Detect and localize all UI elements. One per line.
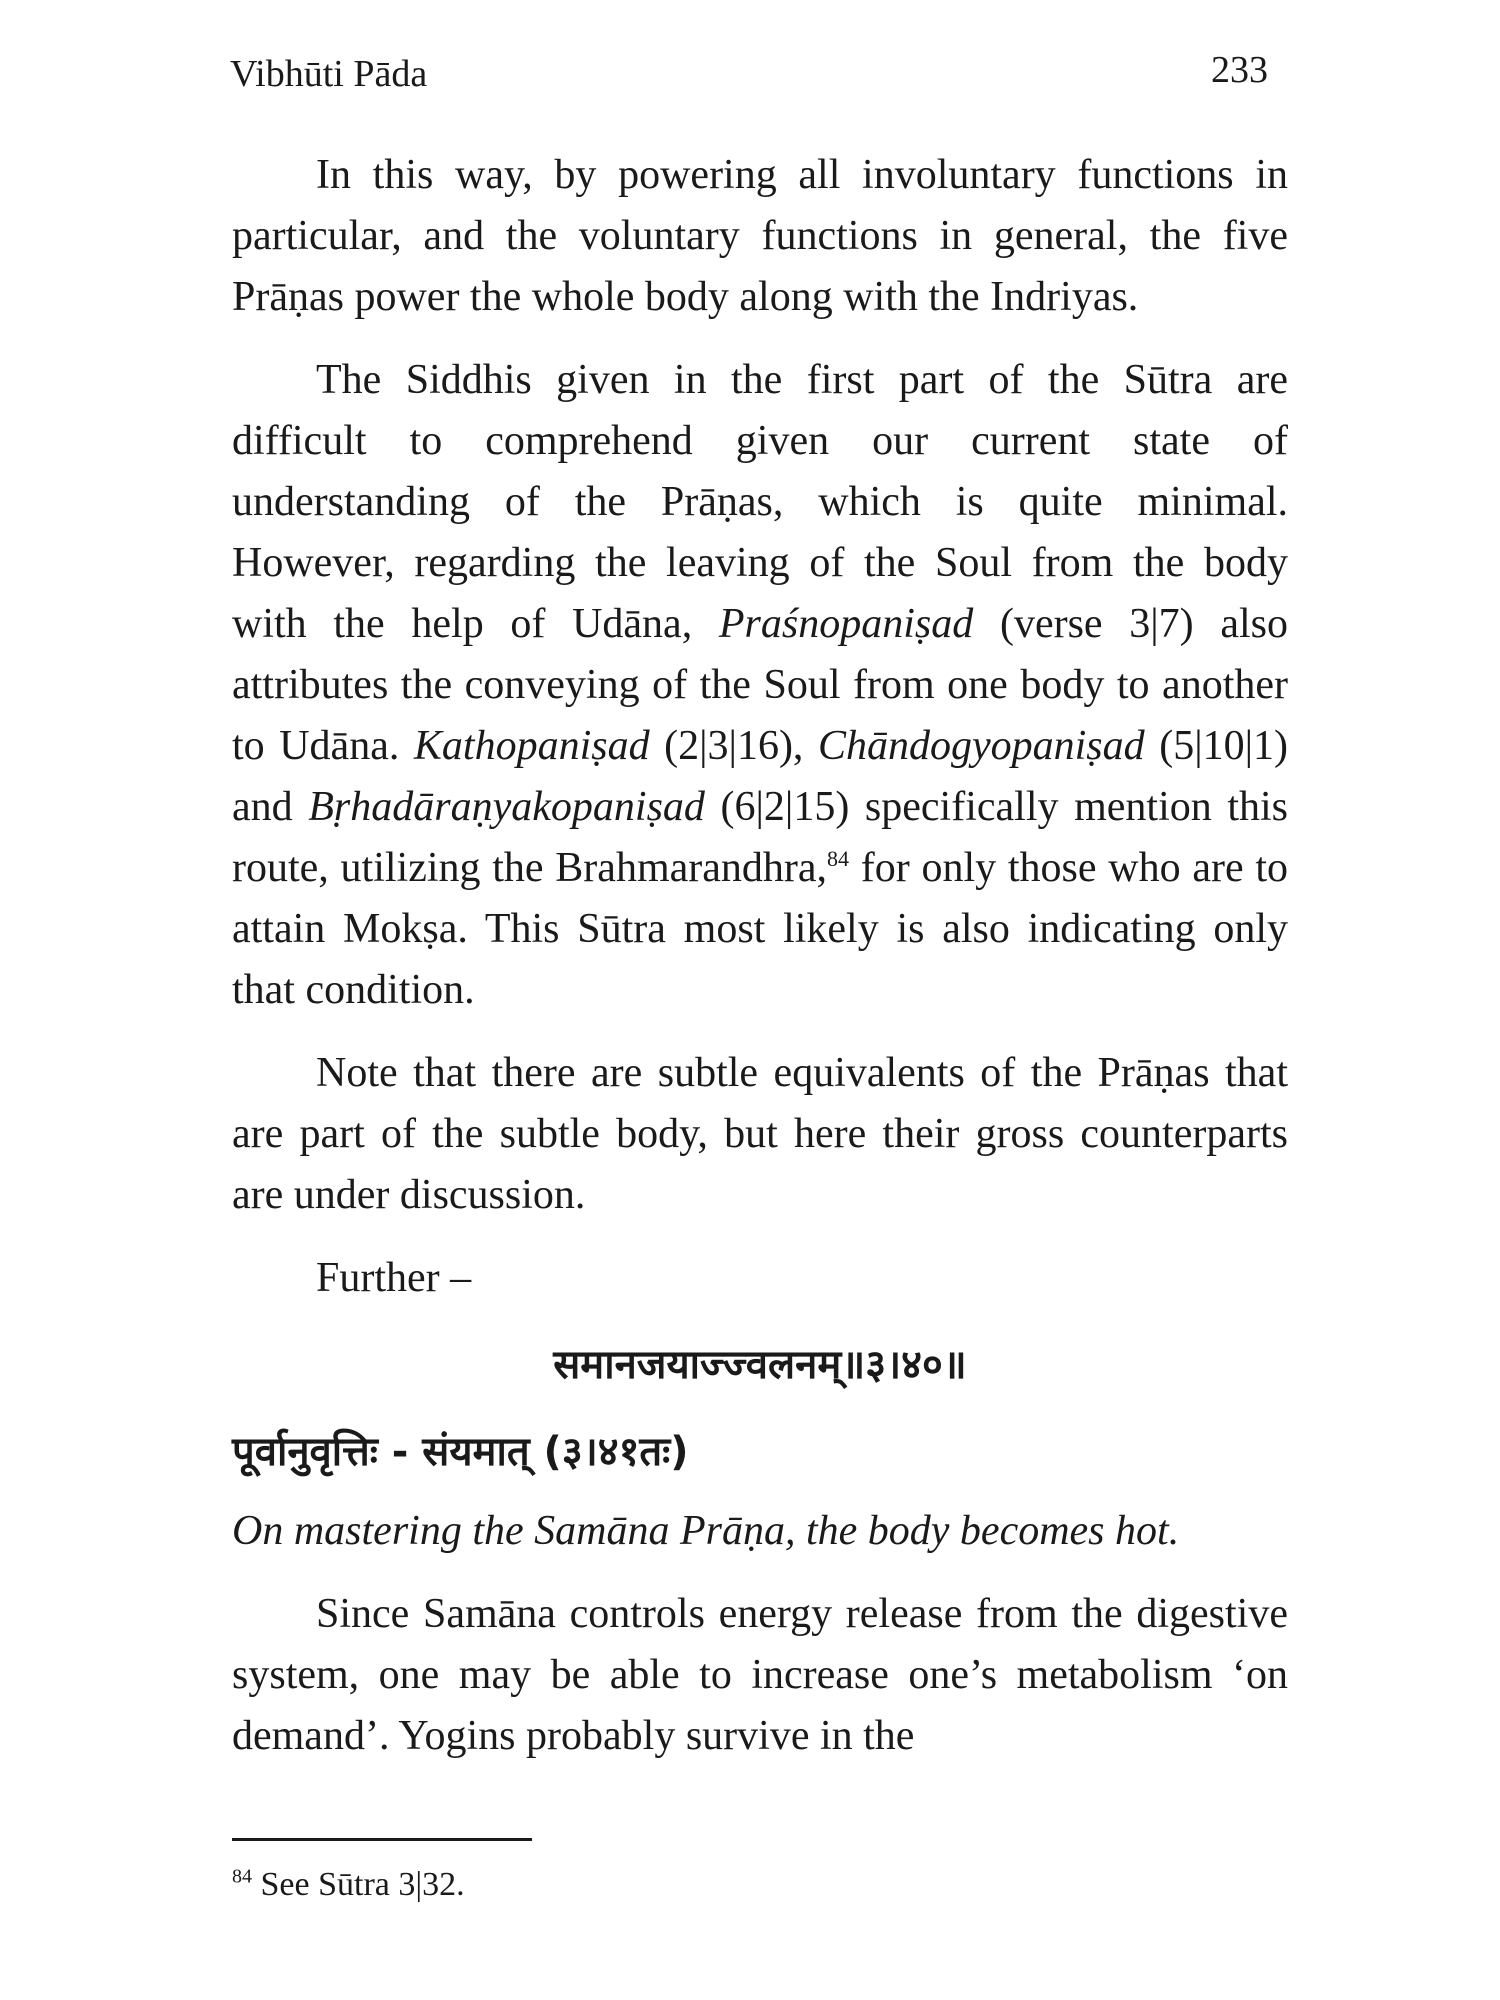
work-title-kathopanisad: Kathopaniṣad: [413, 723, 650, 769]
footnote-text: See Sūtra 3|32.: [260, 1866, 465, 1903]
paragraph-2-text-c: (verse 3|7) also attributes the conveying of the Soul from one body to another to Udāna.: [232, 601, 1289, 769]
footnote: [232, 1866, 465, 1904]
paragraph-1: In this way, by powering all involuntary functions in particular, and the voluntary functions in general, the five Prāṇas power the whole body along with the Indriyas.: [232, 152, 1288, 320]
footnote-reference: 84: [827, 846, 850, 871]
paragraph-2: [232, 350, 1288, 1021]
work-title-prasnopanisad: Praśnopaniṣad: [718, 601, 974, 647]
sanskrit-sutra: समानजयाज्ज्वलनम्॥३।४०॥: [553, 1342, 967, 1388]
sutra-translation: On mastering the Samāna Prāṇa, the body becomes hot.: [232, 1508, 1180, 1554]
paragraph-2-text-i: (6|2|15) specifically mention this route, utilizing the Brahmarandhra,: [232, 784, 1289, 891]
page-number: 233: [1211, 49, 1268, 91]
paragraph-2-text-e: (2|3|16),: [664, 723, 804, 769]
paragraph-2-text-j: for only those who are to attain Mokṣa. This Sūtra most likely is also indicating only that condition.: [232, 845, 1288, 1013]
work-title-brhadaranyakopanisad: Bṛhadāraṇyakopaniṣad: [308, 784, 705, 830]
footnote-divider: [232, 1838, 532, 1841]
paragraph-3: Note that there are subtle equivalents of the Prāṇas that are part of the subtle body, but here their gross counterparts are under discussion.: [232, 1050, 1288, 1218]
sanskrit-anuvrtti: पूर्वानुवृत्तिः - संयमात् (३।४१तः): [232, 1429, 689, 1475]
paragraph-further: Further –: [316, 1255, 472, 1301]
running-title: Vibhūti Pāda: [230, 53, 428, 95]
paragraph-2-text-g: (5|10|1) and: [232, 723, 1288, 830]
paragraph-2-text-a: The Siddhis given in the first part of the Sūtra are difficult to comprehend given our current state of understanding of the Prāṇas, which is quite minimal. However, regarding the leaving of the Soul from the body with the help of Udāna,: [232, 357, 1288, 647]
paragraph-5: Since Samāna controls energy release from the digestive system, one may be able to increase one’s metabolism ‘on demand’. Yogins probably survive in the: [232, 1591, 1288, 1759]
work-title-chandogyopanisad: Chāndogyopaniṣad: [817, 723, 1145, 769]
page-header: [230, 49, 1268, 102]
footnote-number: 84: [232, 1865, 252, 1888]
page-body: [232, 145, 1288, 1789]
